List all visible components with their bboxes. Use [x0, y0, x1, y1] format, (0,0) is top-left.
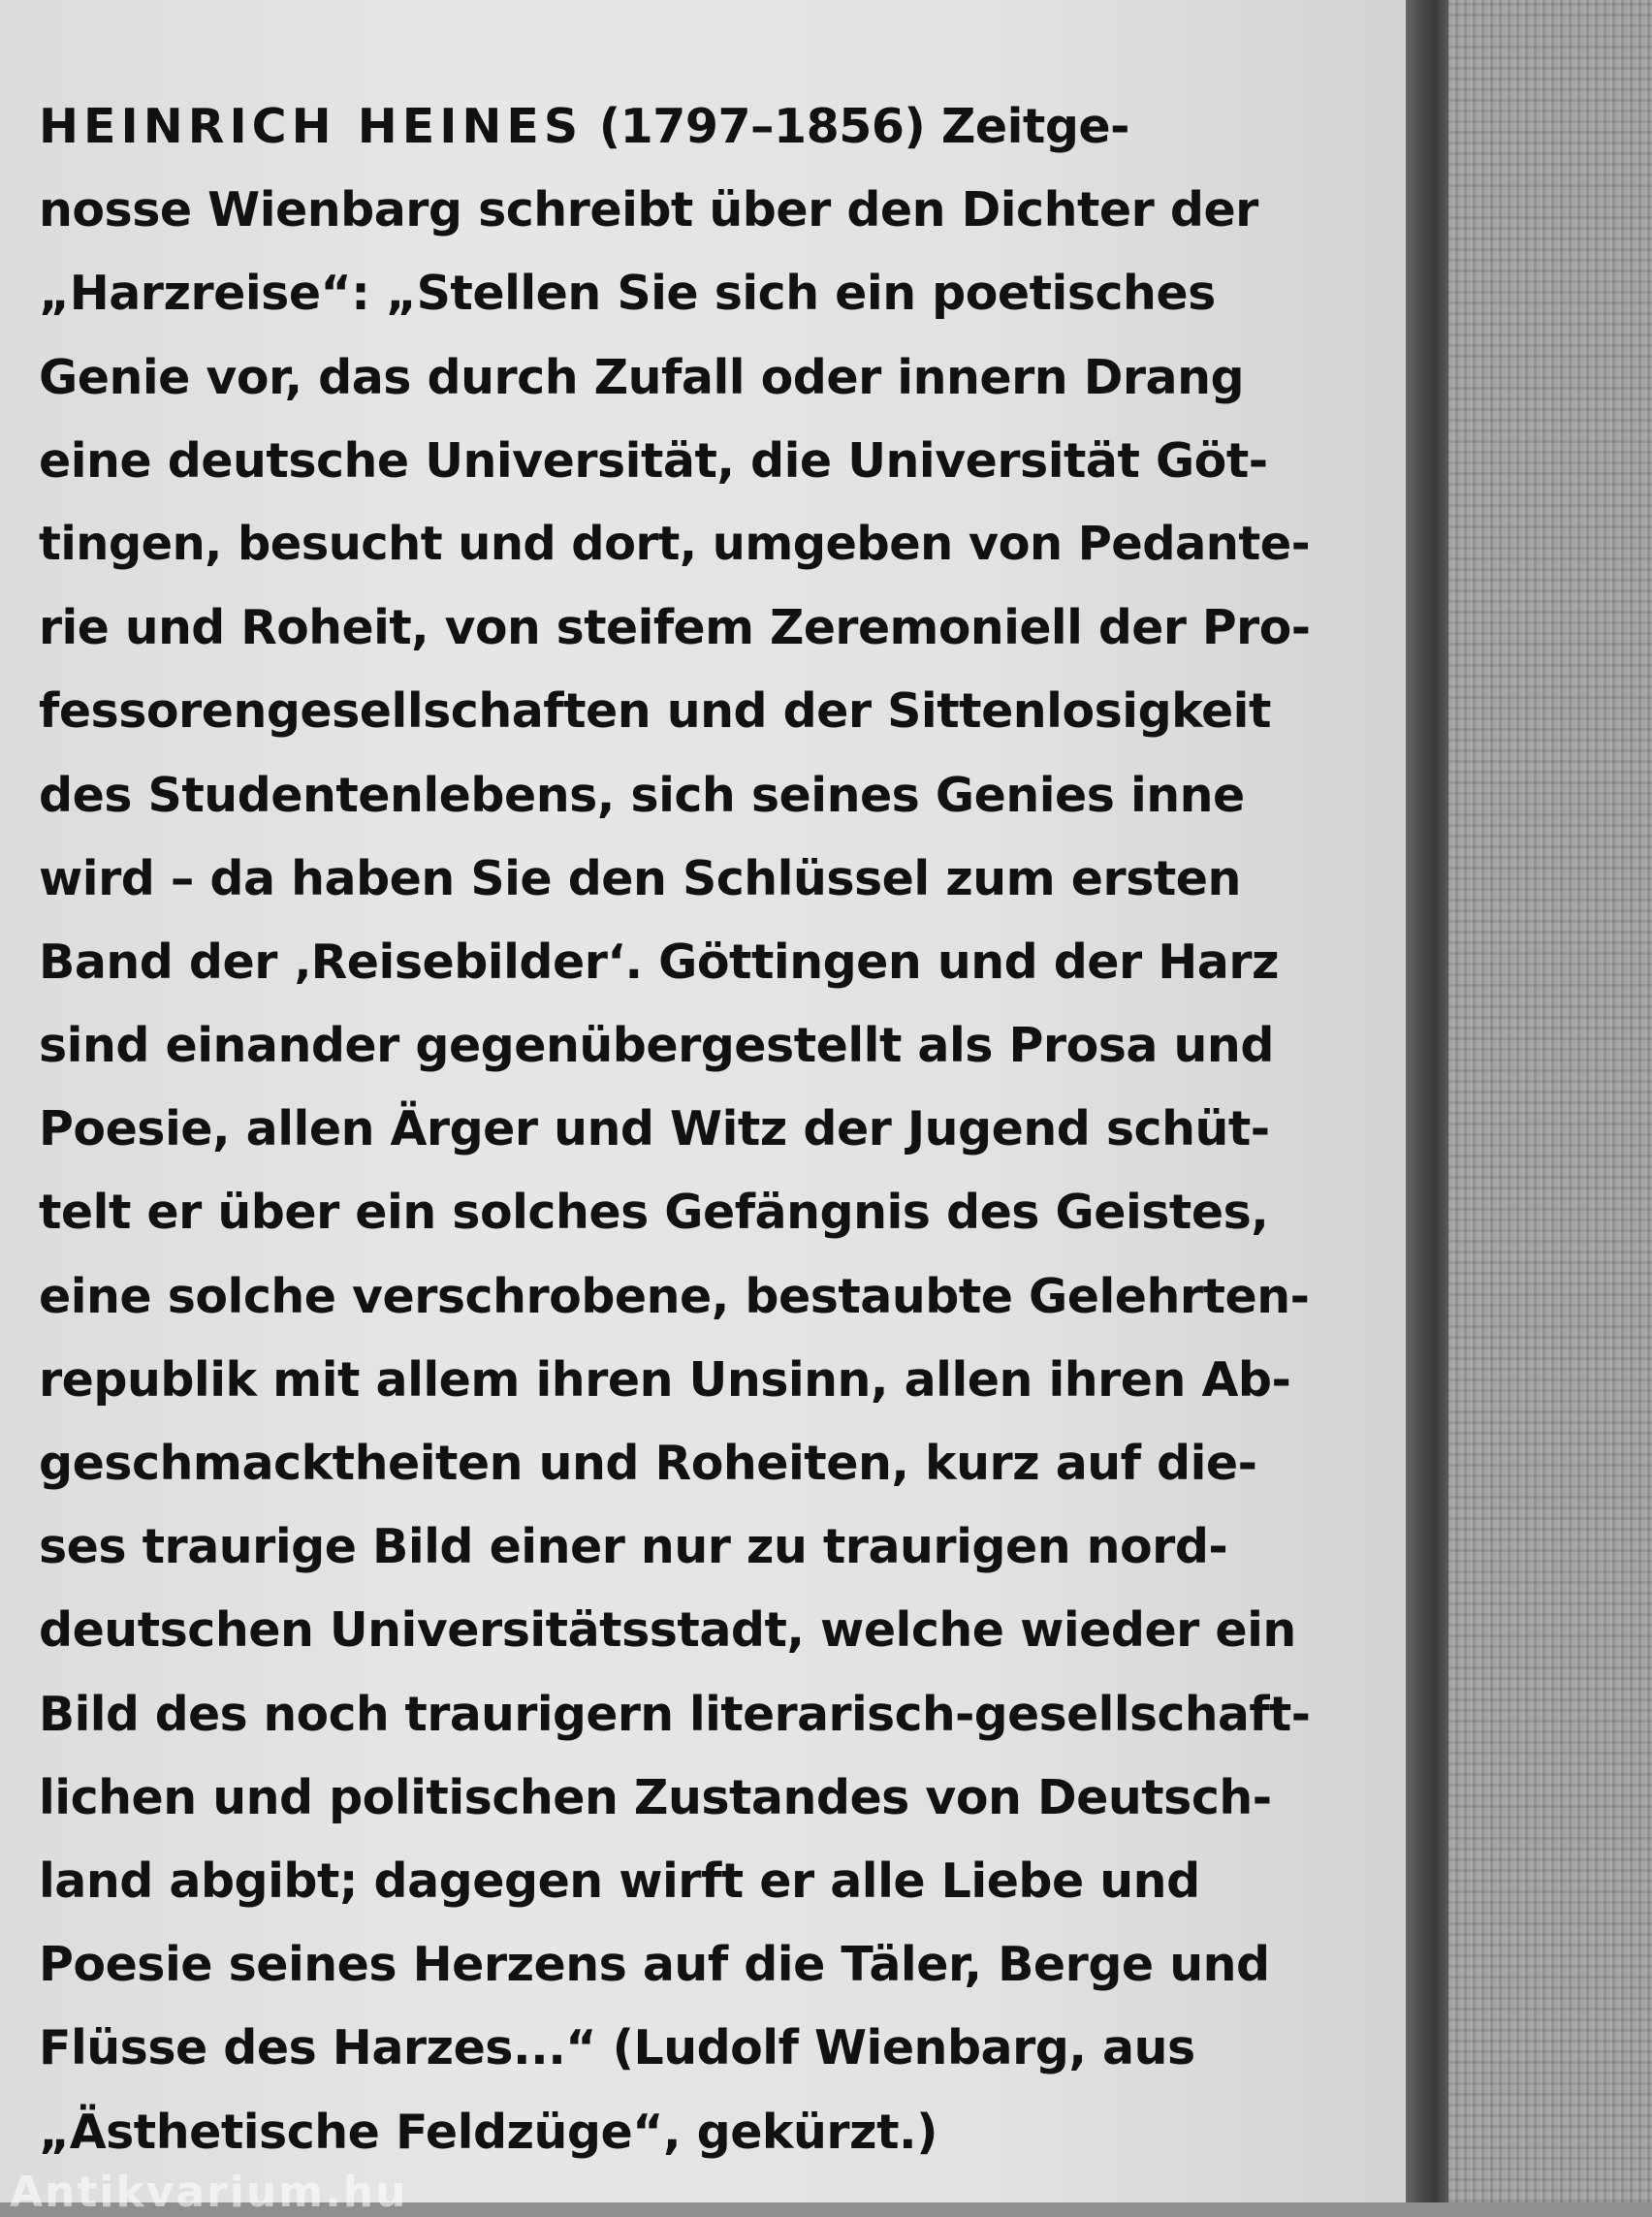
text-line-15: eine solche verschrobene, bestaubte Gelehrten- [39, 1268, 1310, 1324]
first-line-rest: (1797–1856) Zeitge- [598, 99, 1129, 154]
text-line-25: „Ästhetische Feldzüge“, gekürzt.) [39, 2104, 938, 2160]
text-line-1 [39, 85, 1311, 169]
text-line-12: sind einander gegenübergestellt als Prosa und [39, 1018, 1274, 1074]
text-line-3: „Harzreise“: „Stellen Sie sich ein poetisches [39, 266, 1216, 322]
text-line-9: des Studentenlebens, sich seines Genies inne [39, 767, 1245, 823]
text-line-24: Flüsse des Harzes...“ (Ludolf Wienbarg, aus [39, 2020, 1195, 2076]
text-line-11: Band der ‚Reisebilder‘. Göttingen und der Harz [39, 934, 1280, 990]
text-line-6: tingen, besucht und dort, umgeben von Pedante- [39, 517, 1311, 571]
text-line-19: deutschen Universitätsstadt, welche wieder ein [39, 1602, 1296, 1659]
text-line-22: land abgibt; dagegen wirft er alle Liebe und [39, 1853, 1200, 1909]
text-line-13: Poesie, allen Ärger und Witz der Jugend schüt- [39, 1101, 1270, 1157]
body-text [39, 85, 1311, 2174]
background-texture [1445, 0, 1652, 2202]
book-spine-edge [1404, 0, 1448, 2202]
text-line-2: nosse Wienbarg schreibt über den Dichter der [39, 182, 1258, 238]
author-heading: HEINRICH HEINES [39, 99, 584, 154]
text-line-4: Genie vor, das durch Zufall oder innern Drang [39, 349, 1245, 405]
text-line-21: lichen und politischen Zustandes von Deutsch- [39, 1769, 1272, 1825]
text-line-5: eine deutsche Universität, die Universität Göt- [39, 432, 1268, 489]
watermark-text: Antikvarium.hu [10, 2168, 408, 2217]
text-line-10: wird – da haben Sie den Schlüssel zum ersten [39, 850, 1241, 906]
text-line-18: ses traurige Bild einer nur zu traurigen nord- [39, 1519, 1228, 1575]
text-line-7: rie und Roheit, von steifem Zeremoniell der Pro- [39, 600, 1311, 656]
text-line-20: Bild des noch traurigern literarisch-gesellschaft- [39, 1687, 1311, 1742]
text-line-16: republik mit allem ihren Unsinn, allen ihren Ab- [39, 1351, 1291, 1408]
text-line-8: fessorengesellschaften und der Sittenlosigkeit [39, 683, 1271, 740]
text-line-14: telt er über ein solches Gefängnis des Geistes, [39, 1185, 1269, 1241]
text-line-17: geschmacktheiten und Roheiten, kurz auf die- [39, 1436, 1257, 1491]
text-line-23: Poesie seines Herzens auf die Täler, Berge und [39, 1937, 1270, 1993]
